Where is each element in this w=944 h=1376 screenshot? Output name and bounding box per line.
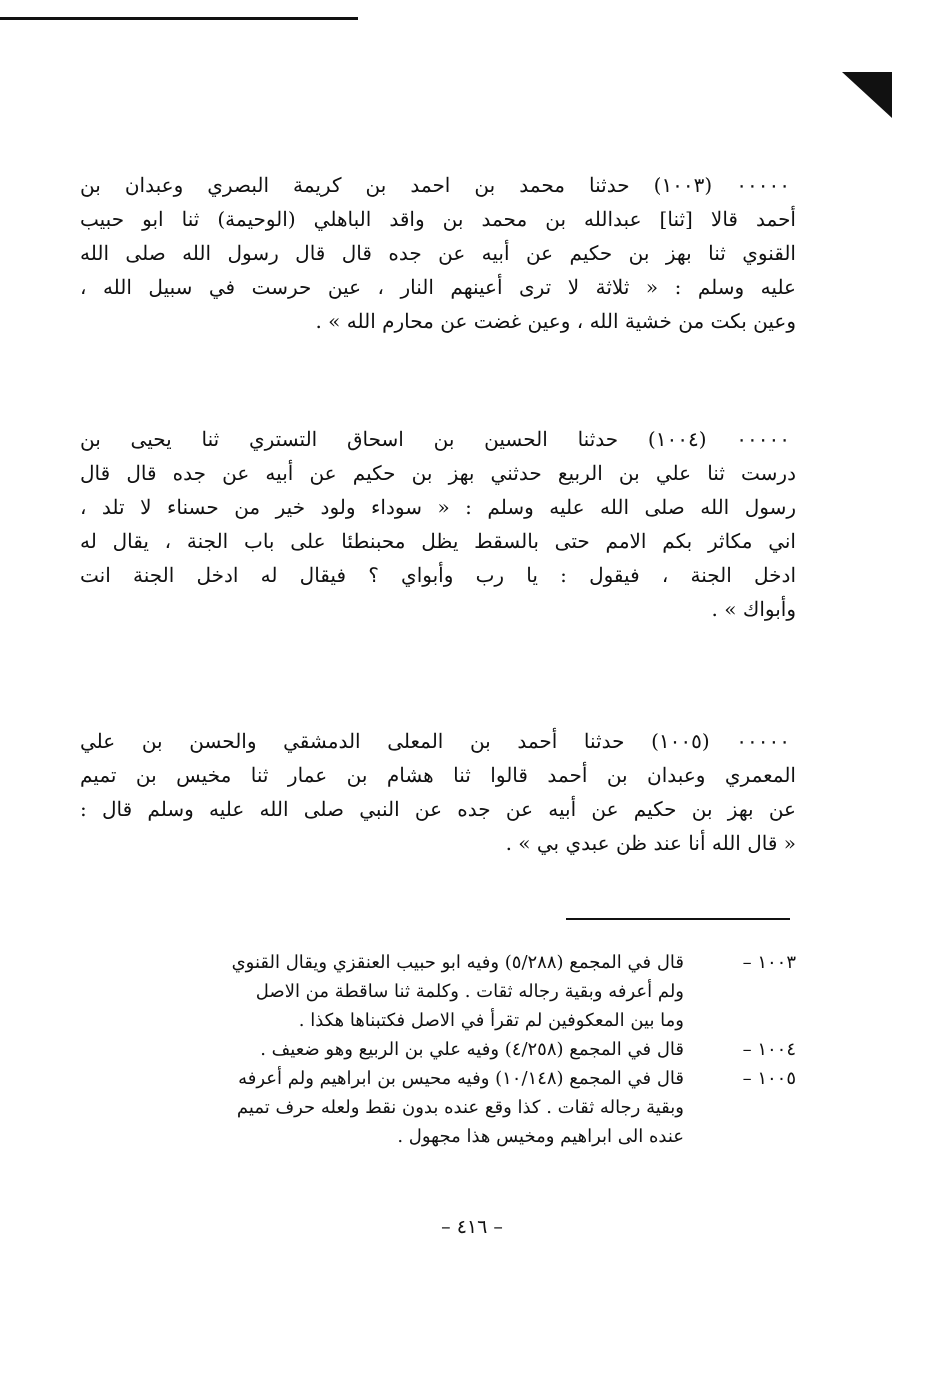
footnote-line: قال في المجمع (٤/٢٥٨) وفيه علي بن الربيع وهو ضعيف . xyxy=(260,1039,684,1060)
hadith-line: « قال الله أنا عند ظن عبدي بي » . xyxy=(505,831,796,855)
hadith-line: رسول الله صلى الله عليه وسلم : « سوداء ولود خير من حسناء لا تلد ، xyxy=(80,495,796,519)
hadith-line: المعمري وعبدان بن أحمد قالوا ثنا هشام بن عمار ثنا مخيس بن تميم xyxy=(80,763,796,787)
hadith-line: درست ثنا علي بن الربيع حدثني بهز بن حكيم عن أبيه عن جده قال قال xyxy=(80,461,796,485)
page-number: – ٤١٦ – xyxy=(441,1216,503,1238)
hadith-line: اني مكاثر بكم الامم حتى بالسقط يظل محبنطئا على باب الجنة ، يقال له xyxy=(80,529,796,553)
hadith-line: وعين بكت من خشية الله ، وعين غضت عن محارم الله » . xyxy=(315,309,796,333)
hadith-1004 xyxy=(80,422,796,626)
corner-triangle-mark xyxy=(842,72,892,118)
footnote-line: ولم أعرفه وبقية رجاله ثقات . وكلمة ثنا ساقطة من الاصل xyxy=(255,981,684,1002)
footnote-number: ١٠٠٤ – xyxy=(742,1039,796,1060)
hadith-line: ٠٠٠٠٠ (١٠٠٥) حدثنا أحمد بن المعلى الدمشقي والحسن بن علي xyxy=(80,729,790,753)
footnote-line: عنده الى ابراهيم ومخيس هذا مجهول . xyxy=(397,1126,684,1147)
footnote-line: قال في المجمع (٥/٢٨٨) وفيه ابو حبيب العنقزي ويقال القنوي xyxy=(231,952,684,973)
hadith-line: عليه وسلم : « ثلاثة لا ترى أعينهم النار ، عين حرست في سبيل الله ، xyxy=(80,275,796,299)
footnote-number: ١٠٠٥ – xyxy=(742,1068,796,1089)
hadith-line: وأبواك » . xyxy=(711,597,796,621)
hadith-line: أحمد قالا [ثنا] عبدالله بن محمد بن واقد الباهلي (الوحيمة) ثنا ابو حبيب xyxy=(80,207,796,231)
hadith-1005 xyxy=(80,724,796,860)
footnotes xyxy=(80,948,796,1151)
hadith-line: القنوي ثنا بهز بن حكيم عن أبيه عن جده قال قال رسول الله صلى الله xyxy=(80,241,796,265)
footnote-line: وما بين المعكوفين لم تقرأ في الاصل فكتبناها هكذا . xyxy=(298,1010,684,1031)
footnote-1005 xyxy=(80,1064,796,1151)
hadith-1003 xyxy=(80,168,796,338)
footnote-line: وبقية رجاله ثقات . كذا وقع عنده بدون نقط ولعله حرف تميم xyxy=(236,1097,684,1118)
top-rule xyxy=(0,17,358,20)
hadith-line: ٠٠٠٠٠ (١٠٠٣) حدثنا محمد بن احمد بن كريمة البصري وعبدان بن xyxy=(80,173,790,197)
footnote-separator xyxy=(566,918,790,920)
hadith-line: ٠٠٠٠٠ (١٠٠٤) حدثنا الحسين بن اسحاق التستري ثنا يحيى بن xyxy=(80,427,790,451)
footnote-number: ١٠٠٣ – xyxy=(742,952,796,973)
footnote-line: قال في المجمع (١٠/١٤٨) وفيه محيس بن ابراهيم ولم أعرفه xyxy=(238,1068,684,1089)
footnote-1004 xyxy=(80,1035,796,1064)
hadith-line: عن بهز بن حكيم عن أبيه عن جده عن النبي صلى الله عليه وسلم قال : xyxy=(80,797,796,821)
footnote-1003 xyxy=(80,948,796,1035)
hadith-line: ادخل الجنة ، فيقول : يا رب وأبواي ؟ فيقال له ادخل الجنة انت xyxy=(80,563,796,587)
